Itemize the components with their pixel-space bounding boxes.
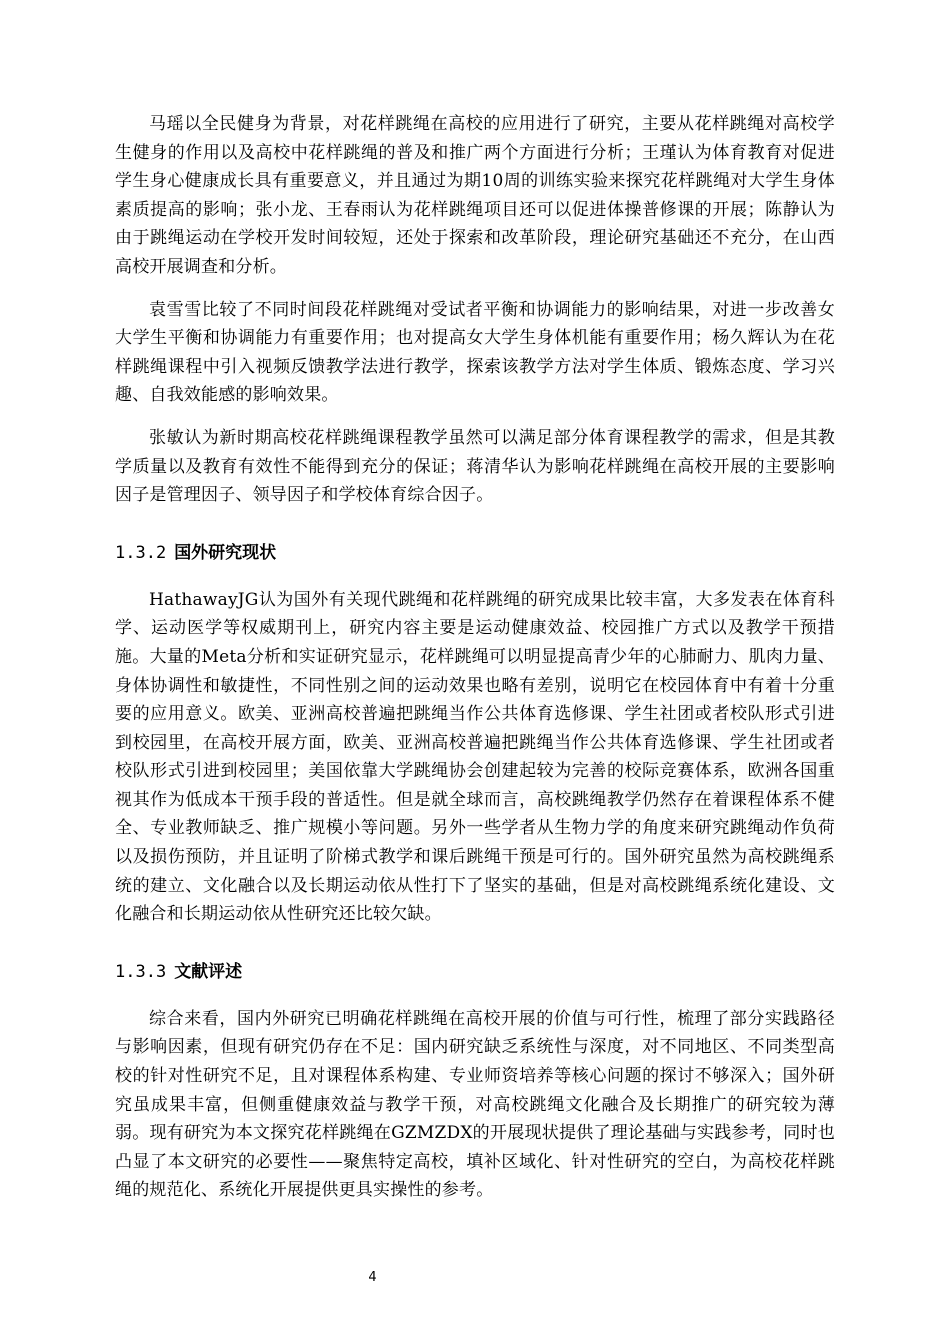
section-title: 文献评述	[174, 961, 243, 982]
paragraph-gap	[115, 410, 835, 424]
paragraph-domestic-1: 马瑶以全民健身为背景，对花样跳绳在高校的应用进行了研究，主要从花样跳绳对高校学生健身的作用以及高校中花样跳绳的普及和推广两个方面进行分析；王瑾认为体育教育对促进学生身心健康成长具有重要意义，并且通过为期10周的训练实验来探究花样跳绳对大学生身体素质提高的影响；张小龙、王春雨认为花样跳绳项目还可以促进体操普修课的开展；陈静认为由于跳绳运动在学校开发时间较短，还处于探索和改革阶段，理论研究基础还不充分，在山西高校开展调查和分析。	[115, 114, 835, 277]
document-body	[115, 110, 835, 1205]
section-heading-foreign	[115, 540, 835, 566]
paragraph-domestic-2: 袁雪雪比较了不同时间段花样跳绳对受试者平衡和协调能力的影响结果，对进一步改善女大学生平衡和协调能力有重要作用；也对提高女大学生身体机能有重要作用；杨久辉认为在花样跳绳课程中引入视频反馈教学法进行教学，探索该教学方法对学生体质、锻炼态度、学习兴趣、自我效能感的影响效果。	[115, 299, 835, 406]
page-number: 4	[368, 1270, 377, 1285]
section-heading-review	[115, 959, 835, 985]
paragraph-domestic-3: 张敏认为新时期高校花样跳绳课程教学虽然可以满足部分体育课程教学的需求，但是其教学质量以及教育有效性不能得到充分的保证；蒋清华认为影响花样跳绳在高校开展的主要影响因子是管理因子、领导因子和学校体育综合因子。	[115, 427, 835, 506]
section-title: 国外研究现状	[174, 542, 277, 563]
paragraph-foreign: HathawayJG认为国外有关现代跳绳和花样跳绳的研究成果比较丰富，大多发表在体育科学、运动医学等权威期刊上，研究内容主要是运动健康效益、校园推广方式以及教学干预措施。大量的Meta分析和实证研究显示，花样跳绳可以明显提高青少年的心肺耐力、肌肉力量、身体协调性和敏捷性，不同性别之间的运动效果也略有差别，说明它在校园体育中有着十分重要的应用意义。欧美、亚洲高校普遍把跳绳当作公共体育选修课、学生社团或者校队形式引进到校园里，在高校开展方面，欧美、亚洲高校普遍把跳绳当作公共体育选修课、学生社团或者校队形式引进到校园里；美国依靠大学跳绳协会创建起较为完善的校际竞赛体系，欧洲各国重视其作为低成本干预手段的普适性。但是就全球而言，高校跳绳教学仍然存在着课程体系不健全、专业教师缺乏、推广规模小等问题。另外一些学者从生物力学的角度来研究跳绳动作负荷以及损伤预防，并且证明了阶梯式教学和课后跳绳干预是可行的。国外研究虽然为高校跳绳系统的建立、文化融合以及长期运动依从性打下了坚实的基础，但是对高校跳绳系统化建设、文化融合和长期运动依从性研究还比较欠缺。	[115, 589, 835, 925]
paragraph-gap	[115, 282, 835, 296]
section-number: 1.3.2	[115, 542, 167, 563]
section-number: 1.3.3	[115, 961, 167, 982]
paragraph-review: 综合来看，国内外研究已明确花样跳绳在高校开展的价值与可行性，梳理了部分实践路径与影响因素，但现有研究仍存在不足：国内研究缺乏系统性与深度，对不同地区、不同类型高校的针对性研究不足，且对课程体系构建、专业师资培养等核心问题的探讨不够深入；国外研究虽成果丰富，但侧重健康效益与教学干预，对高校跳绳文化融合及长期推广的研究较为薄弱。现有研究为本文探究花样跳绳在GZMZDX的开展现状提供了理论基础与实践参考，同时也凸显了本文研究的必要性——聚焦特定高校，填补区域化、针对性研究的空白，为高校花样跳绳的规范化、系统化开展提供更具实操性的参考。	[115, 1008, 835, 1201]
